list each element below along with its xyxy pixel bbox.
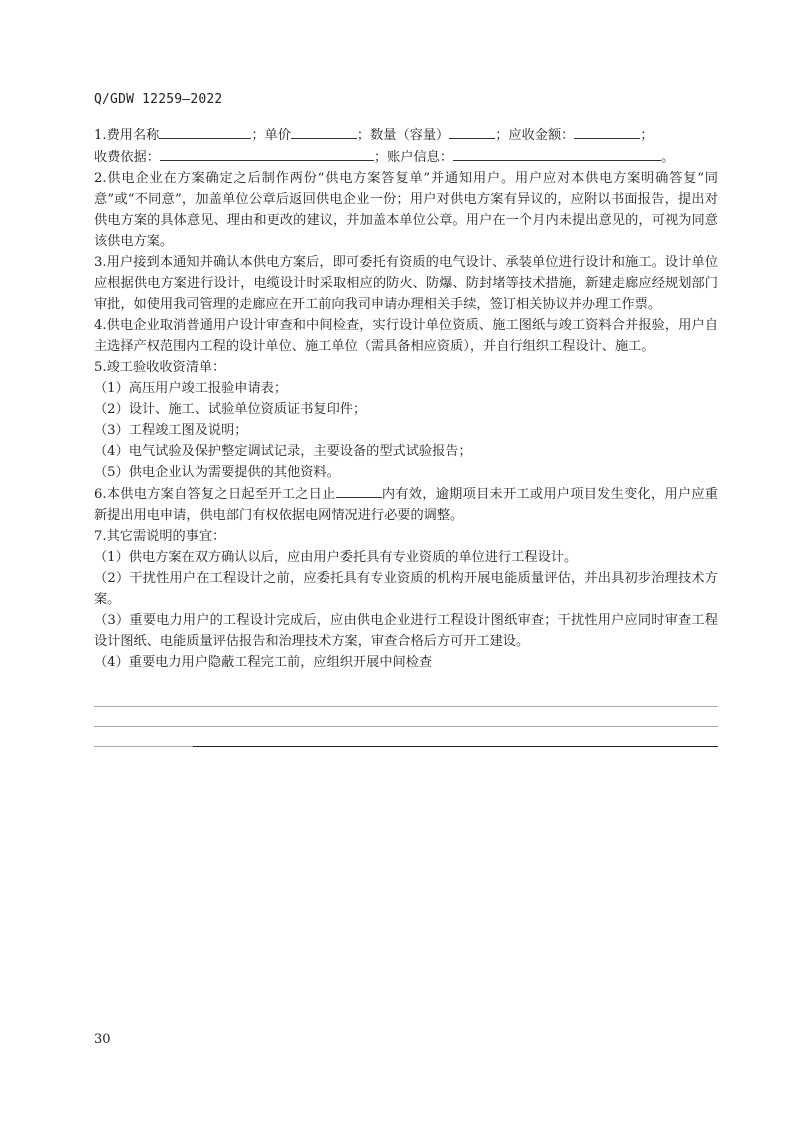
account-blank[interactable] [453,146,661,161]
fee-basis-label: 收费依据： [94,150,160,165]
paragraph-7-title: 7.其它需说明的事宜： [94,529,226,544]
document-body [94,124,718,673]
list-item: （2）设计、施工、试验单位资质证书复印件； [94,402,367,417]
paragraph-5-title: 5.竣工验收收资清单： [94,360,226,375]
list-item: （3）重要电力用户的工程设计完成后，应由供电企业进行工程设计图纸审查；干扰性用户应同时审查工程设计图纸、电能质量评估报告和治理技术方案，审查合格后方可开工建设。 [94,613,718,649]
paragraph-3: 3.用户接到本通知并确认本供电方案后，即可委托有资质的电气设计、承装单位进行设计和施工。设计单位应根据供电方案进行设计，电缆设计时采取相应的防火、防爆、防封堵等技术措施，新建走廊应经规划部门审批，如使用我司管理的走廊应在开工前向我司申请办理相关手续，签订相关协议并办理工作票。 [94,255,718,312]
paragraph-4: 4.供电企业取消普通用户设计审查和中间检查，实行设计单位资质、施工图纸与竣工资料合并报验，用户自主选择产权范围内工程的设计单位、施工单位（需具备相应资质），并自行组织工程设计、施工。 [94,318,718,354]
quantity-blank[interactable] [449,124,495,139]
list-item: （5）供电企业认为需要提供的其他资料。 [94,465,340,480]
fee-line-end: ； [640,128,654,143]
list-item: （4）电气试验及保护整定调试记录，主要设备的型式试验报告； [94,444,472,459]
standard-code: Q/GDW 12259—2022 [94,92,223,107]
list-item: （4）重要电力用户隐蔽工程完工前，应组织开展中间检查 [94,655,433,670]
note-line-1[interactable] [94,706,718,707]
validity-text-start: 6.本供电方案自答复之日起至开工之日止 [94,487,336,502]
amount-label: ；应收金额： [495,128,575,143]
list-item: （1）供电方案在双方确认以后，应由用户委托具有专业资质的单位进行工程设计。 [94,550,578,565]
quantity-label: ；数量（容量） [356,128,450,143]
list-item: （3）工程竣工图及说明； [94,423,248,438]
unit-price-label: ；单价 [251,128,291,143]
account-label: ；账户信息： [373,150,454,165]
paragraph-2: 2.供电企业在方案确定之后制作两份“供电方案答复单”并通知用户。用户应对本供电方案明确答复“同意”或“不同意”，加盖单位公章后返回供电企业一份；用户对供电方案有异议的，应附以书面报告，提出对供电方案的具体意见、理由和更改的建议，并加盖本单位公章。用户在一个月内未提出意见的，可视为同意该供电方案。 [94,171,718,249]
amount-blank[interactable] [574,124,640,139]
fee-name-label: 1.费用名称 [94,128,160,143]
fee-line-1 [94,124,718,146]
fee-basis-blank[interactable] [160,146,374,161]
note-line-3-left[interactable] [94,746,193,747]
paragraph-6 [94,483,718,526]
validity-text-end: 内有效，逾期项目未开工或用户项目发生变化，用户应重新提出用电申请，供电部门有权依据电网情况进行必要的调整。 [94,487,718,523]
unit-price-blank[interactable] [291,124,357,139]
fee-line-2-end: 。 [661,150,675,165]
list-item: （2）干扰性用户在工程设计之前，应委托具有专业资质的机构开展电能质量评估，并出具初步治理技术方案。 [94,571,718,607]
fee-name-blank[interactable] [159,124,251,139]
note-line-2[interactable] [94,726,718,727]
fee-line-2 [94,146,718,168]
validity-period-blank[interactable] [336,483,382,498]
note-line-3-right[interactable] [193,746,718,747]
page-number: 30 [94,1032,111,1047]
list-item: （1）高压用户竣工报验申请表； [94,381,288,396]
